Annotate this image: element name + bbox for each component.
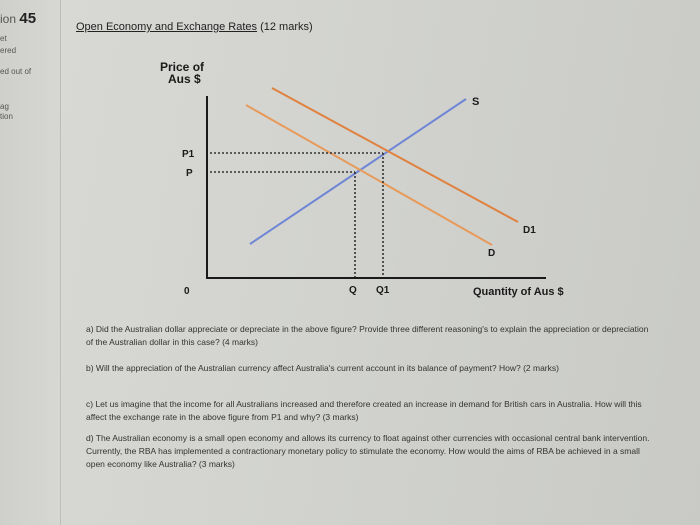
y-axis-label: Aus $ (168, 72, 201, 86)
question-part-d: d) The Australian economy is a small open economy and allows its currency to float against other currencies with occasional central bank intervention. Currently, the RBA has implemented a contractionary monetary policy to stimulate the economy. How would the aims of RBA be achieved in a small open economy like Australia? (3 marks) (86, 433, 650, 469)
demand-new-curve (272, 88, 518, 222)
p1-label: P1 (182, 149, 195, 160)
p-label: P (186, 168, 193, 179)
q1-label: Q1 (376, 285, 390, 296)
question-part-a: a) Did the Australian dollar appreciate or depreciate in the above figure? Provide three different reasoning's to explain the appreciation or depreciation of the Australian dollar in this case? (4 marks) (86, 324, 649, 347)
question-number: ion 45 (0, 10, 37, 27)
origin-label: 0 (184, 286, 190, 297)
demand-label: D (488, 248, 496, 259)
sidebar-line: ag (0, 102, 9, 111)
q-label: Q (349, 285, 357, 296)
sidebar-line: tion (0, 112, 13, 121)
question-part-b: b) Will the appreciation of the Australian currency affect Australia's current account in its balance of payment? How? (2 marks) (86, 363, 559, 373)
x-axis-label: Quantity of Aus $ (473, 286, 564, 298)
question-title: Open Economy and Exchange Rates (12 marks) (76, 21, 313, 33)
sidebar-line: ed out of (0, 67, 32, 76)
question-part-c: c) Let us imagine that the income for all Australians increased and therefore created an increase in demand for British cars in Australia. How will this affect the exchange rate in the above figure from P1 and why? (3 marks) (86, 399, 642, 422)
sidebar-line: et (0, 34, 7, 43)
demand-curve (246, 105, 492, 245)
sidebar-line: ered (0, 46, 17, 55)
supply-label: S (472, 96, 480, 108)
y-axis-label: Price of (160, 60, 205, 74)
demand-new-label: D1 (523, 225, 536, 236)
